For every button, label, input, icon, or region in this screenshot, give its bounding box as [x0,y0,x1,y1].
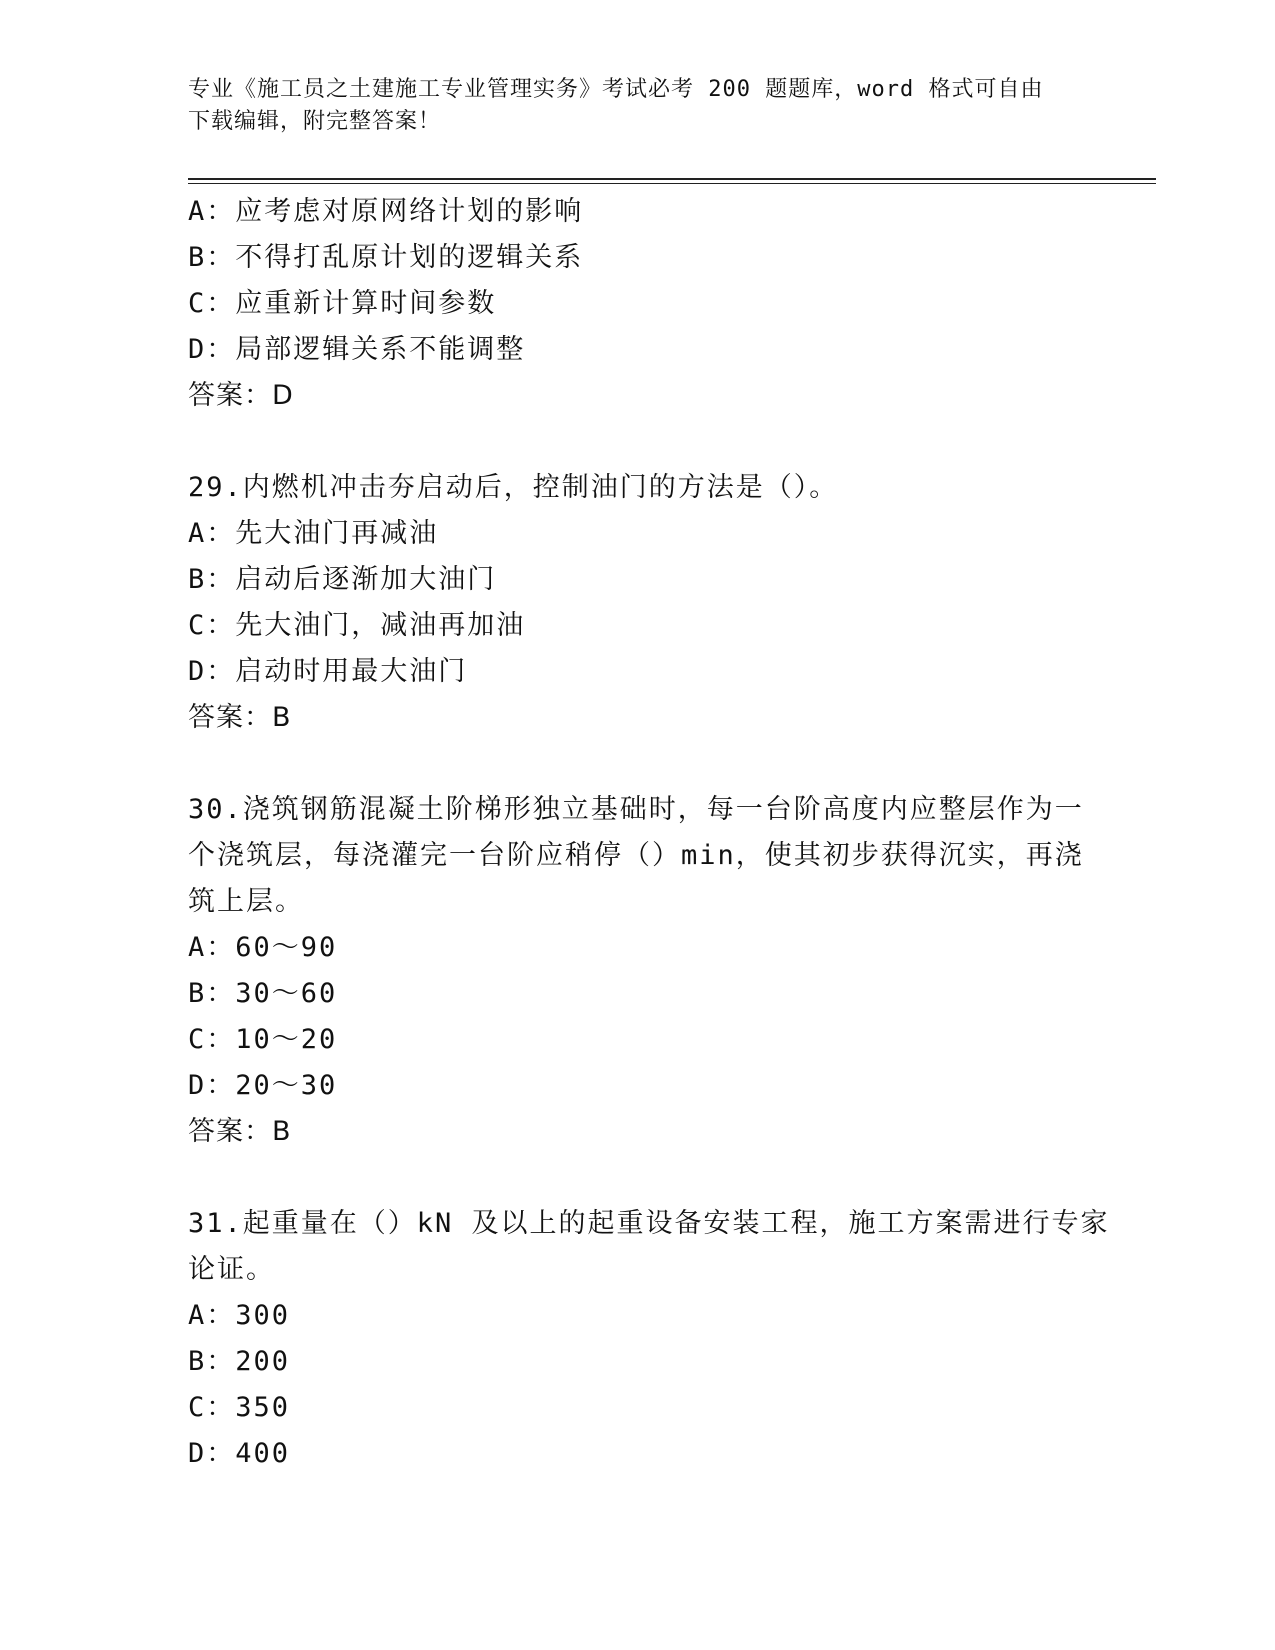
option-c: C：10～20 [188,1024,338,1055]
option-b: B：启动后逐渐加大油门 [188,564,497,595]
question-text-line-2: 论证。 [188,1254,275,1285]
option-c: C：应重新计算时间参数 [188,288,497,319]
question-text-line-1: 30.浇筑钢筋混凝土阶梯形独立基础时，每一台阶高度内应整层作为一 [188,794,1084,825]
option-c: C：350 [188,1392,291,1423]
question-text-line-2: 个浇筑层，每浇灌完一台阶应稍停（）min，使其初步获得沉实，再浇 [188,840,1084,871]
option-a: A：300 [188,1300,291,1331]
spacer [188,1155,1088,1201]
option-a: A：60～90 [188,932,338,963]
option-b: B：不得打乱原计划的逻辑关系 [188,242,584,273]
option-a: A：应考虑对原网络计划的影响 [188,196,584,227]
option-c: C：先大油门，减油再加油 [188,610,526,641]
question-text: 29.内燃机冲击夯启动后，控制油门的方法是（）。 [188,472,839,503]
option-b: B：200 [188,1346,291,1377]
header-line-1: 专业《施工员之土建施工专业管理实务》考试必考 200 题题库，word 格式可自由 [188,77,1044,102]
question-content [188,189,1110,1477]
question-28-continued [188,189,1088,419]
spacer [188,419,1088,465]
answer-line: 答案：D [188,380,294,411]
option-a: A：先大油门再减油 [188,518,439,549]
question-29 [188,465,1088,741]
header-divider-thick [188,178,1156,180]
option-d: D：局部逻辑关系不能调整 [188,334,526,365]
answer-line: 答案：B [188,702,292,733]
answer-line: 答案：B [188,1116,292,1147]
header-divider-thin [188,183,1156,184]
option-d: D：400 [188,1438,291,1469]
question-30 [188,787,1088,1155]
option-d: D：启动时用最大油门 [188,656,468,687]
question-31 [188,1201,1110,1477]
option-d: D：20～30 [188,1070,338,1101]
question-text-line-3: 筑上层。 [188,886,304,917]
question-text-line-1: 31.起重量在（）kN 及以上的起重设备安装工程，施工方案需进行专家 [188,1208,1110,1239]
document-header [188,74,1088,138]
header-line-2: 下载编辑，附完整答案！ [188,109,442,134]
option-b: B：30～60 [188,978,338,1009]
spacer [188,741,1088,787]
